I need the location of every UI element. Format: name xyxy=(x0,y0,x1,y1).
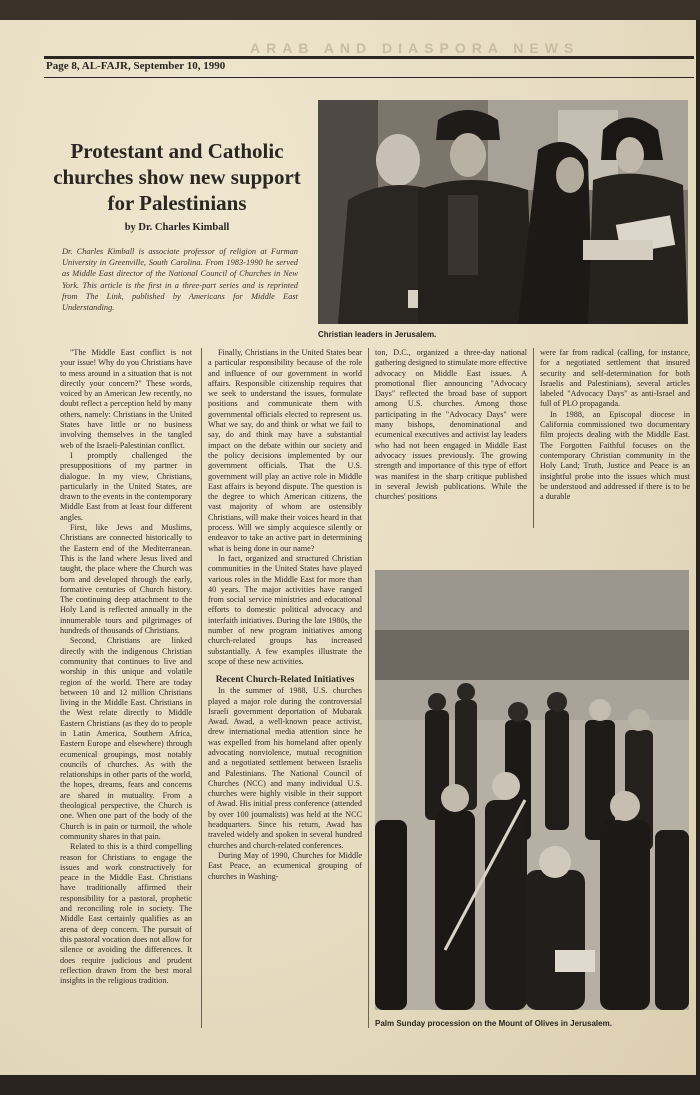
paragraph: In fact, organized and structured Christian communities in the United States have played various roles in the Middle East for more than 40 years. The major activities have ranged from social service ministries and educational efforts to domestic political advocacy and interfaith initiatives. During the late 1980s, the number of new program initiatives among church-related groups has increased substantially. A few examples illustrate the scope of these new activities. xyxy=(208,553,362,666)
paragraph: Related to this is a third compelling reason for Christians to engage the issues and work constructively for peace in the Middle East. Christians have traditionally affirmed their responsibility for a pastoral, prophetic and reconciling role in society. The Middle East certainly qualifies as an arena of deep concern. The pursuit of this pastoral vocation does not allow for silence or avoiding the differences. It does require judicious and prudent reflection drawn from the best moral insights in the religious tradition. xyxy=(60,842,192,986)
article-headline: Protestant and Catholic churches show new support for Palestinians xyxy=(53,139,301,215)
author-intro: Dr. Charles Kimball is associate professor of religion at Furman University in Greenville, South Carolina. From 1983-1990 he served as Middle East director of the National Council of Churches in New York. This article is the first in a three-part series and is reprinted from The Link, published by Americans for Middle East Understanding. xyxy=(62,247,298,313)
paragraph: "The Middle East conflict is not your issue! Why do you Christians have to mess around in a situation that is not directly your concern?" These words, voiced by an American Jew recently, no doubt reflect a perception held by many others, namely: Christians in the United States have little or no business involving themselves in the tangled web of the Israeli-Palestinian conflict. xyxy=(60,348,192,450)
paragraph: I promptly challenged the presuppositions of my partner in dialogue. In my view, Christians, particularly in the United States, are drawn to the events in the contemporary Middle East from at least four different angles. xyxy=(60,450,192,522)
paragraph: During May of 1990, Churches for Middle East Peace, an ecumenical grouping of churches in Washing- xyxy=(208,850,362,881)
paragraph: In the summer of 1988, U.S. churches played a major role during the controversial Israeli government deportation of Mubarak Awad. Awad, a well-known peace activist, drew international media attention since he was expelled from his homeland after openly advocating nonviolence, mutual recognition and a negotiated settlement between Israelis and Palestinians. The National Council of Churches (NCC) and many individual U.S. churches were highly visible in their support of Awad. His initial press conference (attended by over 100 journalists) was held at the NCC headquarters. Since his return, Awad has traveled widely and spoken in several hundred churches and church-related conferences. xyxy=(208,686,362,850)
paragraph: were far from radical (calling, for instance, for a negotiated settlement that insured security and self-determination for both Israelis and Palestinians), several articles labeled "Advocacy Days" as anti-Israel and full of PLO propaganda. xyxy=(540,348,690,409)
column-rule xyxy=(201,348,202,1028)
section-subhead: Recent Church-Related Initiatives xyxy=(215,675,355,686)
paragraph: ton, D.C., organized a three-day national gathering designed to stimulate more effective advocacy on Middle East issues. A promotional flier announcing "Advocacy Days" reflected the broad base of support among U.S. churches. Among those participating in the "Advocacy Days" were many bishops, denominational and ecumenical executives and activist lay leaders who had not been engaged in Middle East advocacy issues previously. The growing strength and importance of this type of effort was manifest in the sharp critique published in several Jewish publications. While the churches' positions xyxy=(375,348,527,502)
caption-top-photo: Christian leaders in Jerusalem. xyxy=(318,330,437,339)
paragraph: Finally, Christians in the United States bear a particular responsibility because of the role and influence of our government in world affairs. Responsible citizenship requires that we seek to understand the issues, formulate positions and communicate them with governmental officials elected to represent us. What we say, do and think or what we fail to say, do and think may have a substantial impact on the debate within our society and the policy decisions implemented by our government officials. That the U.S. government will play an active role in Middle East affairs is beyond dispute. The question is the degree to which American citizens, the vast majority of whom are ostensibly Christians, will make their voices heard in that process. Will we simply acquiesce silently or endeavor to take an active part in determining what is being done in our name? xyxy=(208,348,362,553)
column-rule xyxy=(533,348,534,528)
page-folio: Page 8, AL-FAJR, September 10, 1990 xyxy=(46,60,226,72)
article-column-3 xyxy=(375,348,527,528)
column-rule xyxy=(368,348,369,1028)
article-column-4 xyxy=(540,348,690,528)
article-column-2 xyxy=(208,348,362,1038)
scan-top-edge xyxy=(0,0,700,20)
header-rule-thin xyxy=(44,77,694,78)
ghost-header: ARAB AND DIASPORA NEWS xyxy=(250,40,580,56)
caption-bottom-photo: Palm Sunday procession on the Mount of Olives in Jerusalem. xyxy=(375,1019,612,1028)
paragraph: In 1988, an Episcopal diocese in California commissioned two documentary film projects dealing with the Middle East. The Forgotten Faithful focuses on the contemporary Christian community in the Holy Land; Truth, Justice and Peace is an insightful probe into the issues which must be understood and addressed if there is to be a durable xyxy=(540,409,690,502)
scan-bottom-edge xyxy=(0,1075,700,1095)
photo-christian-leaders xyxy=(318,100,688,324)
paragraph: First, like Jews and Muslims, Christians are connected historically to the Eastern end of the Mediterranean. This is the land where Jesus lived and taught, the place where the Church was born and developed through the early, formative centuries of Church history. The continuing deep attachment to the Holy Land is reflected annually in the innumerable tours and pilgrimages of hundreds of thousands of Christians. xyxy=(60,523,192,636)
paragraph: Second, Christians are linked directly with the indigenous Christian community that continues to live and worship in this unique and volatile region of the world. There are today between 10 and 12 million Christians living in the Middle East. Christians in the West relate directly to Middle Eastern Christians (as they do to people in Latin America, Southern Africa, Eastern Europe and elsewhere) through ecumenical groupings, most notably councils of churches. As with the relationships in other parts of the world, the hopes, dreams, fears and concerns are shared in mutuality. From a theological perspective, the Church is one. When one part of the body of the Church is in pain or turmoil, the whole community shares in that pain. xyxy=(60,636,192,841)
photo-christian-leaders-image xyxy=(318,100,688,324)
photo-procession-image xyxy=(375,570,689,1010)
article-byline: by Dr. Charles Kimball xyxy=(124,222,230,233)
header-rule xyxy=(44,56,694,59)
photo-palm-sunday-procession xyxy=(375,570,689,1010)
article-column-1 xyxy=(60,348,192,1028)
